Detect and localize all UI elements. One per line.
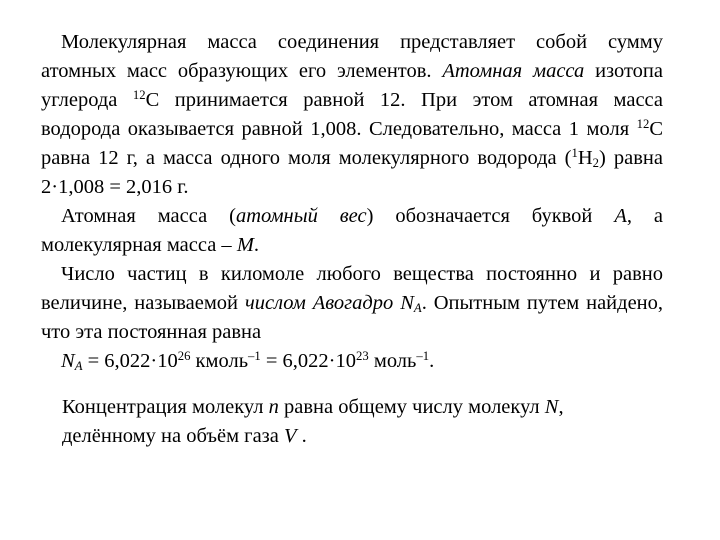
conc-symbol-big-n: N (544, 396, 559, 418)
p1-hydrogen-symbol: H (577, 147, 593, 169)
p3-text-1: Число частиц в киломоле любого вещества постоянно и равно величине, называемой (41, 263, 663, 314)
p2-text-5: , а молекулярная масса – (41, 205, 663, 256)
p3-term-avogadro: числом Авогадро N (244, 292, 414, 314)
p3-avogadro-sub: A (413, 301, 422, 316)
conc-text-8: . (296, 425, 307, 447)
p1-text-1: Молекулярная масса соединения представляет собой сумму атомных масс образующих его элементов. (41, 31, 663, 82)
paragraph-concentration (62, 393, 662, 451)
formula-unit-kmol: кмоль (190, 350, 249, 372)
formula-unit-mol: моль (368, 350, 417, 372)
concentration-line-1 (62, 393, 662, 422)
conc-symbol-v: V (284, 425, 297, 447)
p2-symbol-a: A (614, 205, 627, 227)
p1-isotope-sup-1: 12 (132, 88, 146, 103)
p1-text-11: ) равна 2·1,008 = 2,016 г. (41, 147, 663, 198)
p1-hydrogen-sub: 2 (592, 156, 600, 171)
paragraph-notation (41, 202, 663, 260)
formula-exp-minus1-a: –1 (248, 349, 261, 364)
p1-term-atomic-mass: Атомная масса (442, 60, 585, 82)
formula-exp-23: 23 (356, 349, 369, 364)
p2-text-1: Атомная масса ( (61, 205, 236, 227)
conc-text-3: равна общему числу молекул (278, 396, 545, 418)
p2-text-3: ) обозначается буквой (366, 205, 615, 227)
formula-text-11: . (429, 350, 435, 372)
p2-text-7: . (253, 234, 260, 256)
formula-sub-a: A (74, 359, 83, 374)
p1-isotope-sup-2: 12 (636, 117, 650, 132)
formula-symbol-n: N (61, 350, 75, 372)
formula-text-3: = 6,022·10 (82, 350, 178, 372)
conc-text-1: Концентрация молекул (62, 396, 269, 418)
formula-exp-minus1-b: –1 (416, 349, 430, 364)
formula-text-7: = 6,022·10 (260, 350, 357, 372)
conc-text-6: делённому на объём газа (62, 425, 284, 447)
paragraph-avogadro (41, 260, 663, 347)
formula-exp-26: 26 (177, 349, 191, 364)
p1-text-5: C принимается равной 12. При этом атомная масса водорода оказывается равной 1,008. Следовательно, масса 1 моля (41, 89, 663, 140)
p1-text-3: изотопа углерода (41, 60, 664, 111)
p2-symbol-m: M (236, 234, 254, 256)
p2-term-atomic-weight: атомный вес (235, 205, 367, 227)
conc-text-5: , (558, 396, 564, 418)
conc-symbol-n: n (268, 396, 279, 418)
concentration-line-2 (62, 422, 662, 451)
avogadro-formula (41, 347, 663, 376)
p1-hydrogen-sup: 1 (571, 146, 578, 161)
p3-text-4: . Опытным путем найдено, что эта постоянная равна (41, 292, 664, 343)
p1-text-7: C равна 12 г, а масса одного моля молекулярного водорода ( (41, 118, 663, 169)
paragraph-molecular-mass (41, 28, 663, 202)
main-text-block (41, 28, 663, 376)
